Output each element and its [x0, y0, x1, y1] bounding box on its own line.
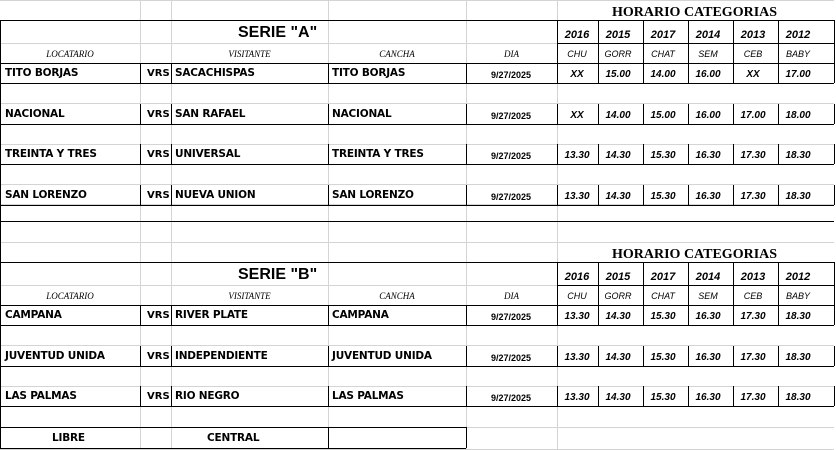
match-date: 9/27/2025	[490, 312, 532, 322]
grid-line	[0, 325, 834, 326]
grid-line	[688, 63, 689, 83]
category-time: 17.00	[740, 109, 766, 121]
grid-line	[598, 262, 599, 305]
home-team: JUVENTUD UNIDA	[5, 349, 105, 362]
category-time: 17.30	[740, 392, 766, 403]
grid-line	[0, 184, 834, 185]
grid-line	[466, 386, 467, 406]
grid-line	[557, 20, 558, 63]
serie_b-category-4: CEB	[743, 291, 763, 301]
category-time: 16.30	[695, 190, 721, 202]
grid-line	[328, 305, 329, 325]
serie_a-category-4: CEB	[743, 49, 763, 59]
grid-line	[834, 346, 835, 366]
category-time: 13.30	[564, 392, 590, 403]
grid-line	[598, 305, 599, 325]
grid-line	[557, 346, 558, 366]
libre-label: LIBRE	[52, 432, 85, 444]
grid-line	[0, 164, 834, 165]
serie_a-category-0: CHU	[567, 49, 587, 59]
category-time: 15.30	[650, 351, 676, 363]
home-team: CAMPANA	[5, 309, 62, 321]
grid-line	[557, 262, 558, 305]
serie_a-header-locatario: LOCATARIO	[46, 49, 94, 59]
grid-line	[643, 386, 644, 406]
grid-line	[834, 305, 835, 325]
grid-line	[598, 185, 599, 205]
home-team: LAS PALMAS	[5, 390, 77, 402]
grid-line	[0, 221, 834, 222]
grid-line	[140, 185, 141, 205]
grid-line	[643, 63, 644, 83]
serie_a-category-2: CHAT	[651, 49, 675, 59]
grid-line	[0, 242, 834, 243]
category-time: 17.30	[740, 150, 766, 161]
category-time: 17.30	[740, 351, 766, 363]
grid-line	[140, 305, 141, 325]
grid-line	[557, 104, 558, 124]
grid-line	[0, 448, 466, 449]
category-time: 13.30	[564, 351, 590, 363]
category-time: 14.30	[605, 190, 631, 202]
category-time: XX	[570, 69, 584, 80]
grid-line	[328, 185, 329, 205]
grid-line	[328, 427, 329, 448]
category-time: 18.30	[785, 392, 811, 403]
grid-line	[778, 305, 779, 325]
category-time: 15.00	[650, 109, 676, 121]
grid-line	[643, 104, 644, 124]
grid-line	[834, 386, 835, 406]
grid-line	[171, 346, 172, 366]
away-team: SACACHISPAS	[175, 67, 255, 79]
away-team: UNIVERSAL	[175, 148, 241, 160]
grid-line	[598, 20, 599, 63]
serie_b-category-0: CHU	[567, 291, 587, 301]
serie_a-title: SERIE "A"	[238, 24, 318, 41]
serie_a-year-2: 2017	[650, 29, 676, 41]
versus-label: VRS	[147, 391, 170, 402]
category-time: 15.30	[650, 190, 676, 202]
serie_b-category-3: SEM	[698, 291, 718, 301]
category-time: 17.00	[785, 69, 811, 80]
serie_a-header-cancha: CANCHA	[379, 49, 415, 59]
category-time: 16.30	[695, 351, 721, 363]
grid-line	[778, 185, 779, 205]
serie_b-horario-label: HORARIO CATEGORIAS	[612, 247, 778, 262]
grid-line	[328, 104, 329, 124]
category-time: 18.30	[785, 311, 811, 322]
category-time: 18.30	[785, 150, 811, 161]
grid-line	[328, 386, 329, 406]
away-team: NUEVA UNION	[175, 188, 256, 201]
serie_a-year-5: 2012	[785, 29, 811, 41]
grid-line	[0, 0, 834, 1]
grid-line	[598, 63, 599, 83]
grid-line	[688, 305, 689, 325]
category-time: 14.00	[650, 69, 676, 80]
grid-line	[778, 63, 779, 83]
grid-line	[466, 104, 467, 124]
category-time: 15.30	[650, 311, 676, 322]
home-team: TITO BORJAS	[5, 67, 79, 79]
field-name: NACIONAL	[332, 107, 392, 120]
serie_a-year-4: 2013	[740, 29, 766, 41]
grid-line	[171, 104, 172, 124]
away-team: SAN RAFAEL	[175, 107, 246, 120]
category-time: 14.00	[605, 109, 631, 121]
match-date: 9/27/2025	[490, 110, 532, 121]
grid-line	[140, 346, 141, 366]
grid-line	[0, 83, 834, 84]
grid-line	[834, 20, 835, 63]
category-time: 15.00	[605, 69, 631, 80]
serie_b-year-4: 2013	[740, 271, 766, 283]
category-time: XX	[746, 69, 760, 80]
serie_b-header-locatario: LOCATARIO	[46, 291, 94, 301]
grid-line	[688, 144, 689, 164]
grid-line	[0, 20, 1, 449]
serie_a-category-3: SEM	[698, 49, 718, 59]
category-time: 14.30	[605, 150, 631, 161]
grid-line	[140, 144, 141, 164]
category-time: 14.30	[605, 392, 631, 403]
serie_a-header-dia: DIA	[504, 49, 519, 59]
match-date: 9/27/2025	[490, 352, 532, 363]
category-time: 15.30	[650, 392, 676, 403]
category-time: 17.30	[740, 311, 766, 322]
grid-line	[834, 104, 835, 124]
grid-line	[171, 185, 172, 205]
grid-line	[598, 104, 599, 124]
grid-line	[0, 205, 834, 206]
grid-line	[171, 63, 172, 83]
category-time: 16.30	[695, 311, 721, 322]
category-time: 13.30	[564, 190, 590, 202]
grid-line	[778, 20, 779, 63]
category-time: 18.30	[785, 190, 811, 202]
grid-line	[0, 63, 834, 64]
grid-line	[0, 406, 834, 407]
serie_a-horario-label: HORARIO CATEGORIAS	[612, 5, 778, 20]
category-time: 16.00	[695, 69, 721, 80]
serie_a-category-1: GORR	[604, 49, 632, 59]
grid-line	[0, 20, 834, 21]
grid-line	[557, 285, 834, 286]
grid-line	[834, 185, 835, 205]
grid-line	[834, 63, 835, 83]
grid-line	[0, 144, 834, 145]
grid-line	[557, 305, 558, 325]
field-name: SAN LORENZO	[332, 188, 414, 201]
grid-line	[733, 20, 734, 63]
serie_a-header-visitante: VISITANTE	[228, 49, 271, 59]
category-time: 18.30	[785, 351, 811, 363]
grid-line	[778, 104, 779, 124]
serie_b-header-dia: DIA	[504, 291, 519, 301]
grid-line	[688, 20, 689, 63]
serie_b-category-2: CHAT	[651, 291, 675, 301]
grid-line	[466, 144, 467, 164]
field-name: LAS PALMAS	[332, 390, 404, 402]
versus-label: VRS	[147, 68, 170, 79]
versus-label: VRS	[147, 108, 170, 120]
serie_b-year-5: 2012	[785, 271, 811, 283]
grid-line	[598, 346, 599, 366]
serie_b-year-1: 2015	[605, 271, 631, 283]
grid-line	[733, 305, 734, 325]
grid-line	[643, 185, 644, 205]
category-time: 17.30	[740, 190, 766, 202]
grid-line	[643, 346, 644, 366]
serie_b-year-2: 2017	[650, 271, 676, 283]
category-time: 16.30	[695, 150, 721, 161]
serie_b-year-0: 2016	[564, 271, 590, 283]
grid-line	[466, 305, 467, 325]
grid-line	[140, 386, 141, 406]
field-name: TREINTA Y TRES	[332, 148, 424, 160]
grid-line	[140, 63, 141, 83]
category-time: 15.30	[650, 150, 676, 161]
category-time: 14.30	[605, 311, 631, 322]
grid-line	[557, 386, 558, 406]
grid-line	[0, 124, 834, 125]
grid-line	[834, 144, 835, 164]
grid-line	[171, 386, 172, 406]
serie_a-year-3: 2014	[695, 29, 721, 41]
grid-line	[0, 427, 466, 428]
category-time: XX	[570, 109, 584, 121]
grid-line	[733, 386, 734, 406]
serie_b-year-3: 2014	[695, 271, 721, 283]
grid-line	[466, 63, 467, 83]
grid-line	[557, 144, 558, 164]
grid-line	[466, 185, 467, 205]
home-team: TREINTA Y TRES	[5, 148, 97, 160]
grid-line	[328, 346, 329, 366]
grid-line	[557, 63, 558, 83]
category-time: 18.00	[785, 109, 811, 121]
category-time: 13.30	[564, 311, 590, 322]
grid-line	[778, 386, 779, 406]
grid-line	[688, 262, 689, 305]
grid-line	[557, 185, 558, 205]
grid-line	[733, 185, 734, 205]
grid-line	[0, 103, 834, 104]
match-date: 9/27/2025	[490, 151, 532, 161]
grid-line	[643, 144, 644, 164]
away-team: INDEPENDIENTE	[175, 349, 268, 362]
serie_b-header-visitante: VISITANTE	[228, 291, 271, 301]
grid-line	[171, 144, 172, 164]
grid-line	[778, 262, 779, 305]
grid-line	[0, 366, 834, 367]
grid-line	[778, 346, 779, 366]
grid-line	[834, 262, 835, 305]
serie_b-category-5: BABY	[785, 291, 810, 301]
grid-line	[733, 63, 734, 83]
grid-line	[0, 262, 834, 263]
away-team: RIVER PLATE	[175, 309, 248, 321]
match-date: 9/27/2025	[490, 393, 532, 403]
versus-label: VRS	[147, 189, 170, 201]
grid-line	[733, 144, 734, 164]
grid-line	[643, 262, 644, 305]
serie_a-year-1: 2015	[605, 29, 631, 41]
serie_a-year-0: 2016	[564, 29, 590, 41]
grid-line	[733, 262, 734, 305]
versus-label: VRS	[147, 350, 170, 362]
grid-line	[328, 144, 329, 164]
grid-line	[466, 427, 467, 448]
serie_a-category-5: BABY	[785, 49, 810, 59]
serie_b-title: SERIE "B"	[238, 266, 318, 283]
libre-team: CENTRAL	[207, 432, 260, 444]
home-team: NACIONAL	[5, 107, 65, 120]
grid-line	[688, 346, 689, 366]
category-time: 13.30	[564, 150, 590, 161]
grid-line	[598, 144, 599, 164]
field-name: TITO BORJAS	[332, 67, 406, 79]
serie_b-category-1: GORR	[604, 291, 632, 301]
grid-line	[0, 386, 834, 387]
field-name: JUVENTUD UNIDA	[332, 349, 432, 362]
versus-label: VRS	[147, 149, 170, 160]
serie_b-header-cancha: CANCHA	[379, 291, 415, 301]
grid-line	[0, 305, 834, 306]
versus-label: VRS	[147, 310, 170, 321]
grid-line	[643, 20, 644, 63]
match-date: 9/27/2025	[490, 70, 532, 80]
grid-line	[733, 346, 734, 366]
category-time: 16.30	[695, 392, 721, 403]
grid-line	[688, 185, 689, 205]
grid-line	[733, 104, 734, 124]
grid-line	[328, 63, 329, 83]
grid-line	[466, 346, 467, 366]
grid-line	[0, 345, 834, 346]
home-team: SAN LORENZO	[5, 188, 87, 201]
category-time: 14.30	[605, 351, 631, 363]
category-time: 16.00	[695, 109, 721, 121]
grid-line	[688, 104, 689, 124]
match-date: 9/27/2025	[490, 191, 532, 202]
grid-line	[688, 386, 689, 406]
away-team: RIO NEGRO	[175, 390, 240, 402]
grid-line	[171, 305, 172, 325]
field-name: CAMPANA	[332, 309, 389, 321]
grid-line	[778, 144, 779, 164]
grid-line	[140, 104, 141, 124]
grid-line	[557, 43, 834, 44]
grid-line	[643, 305, 644, 325]
grid-line	[598, 386, 599, 406]
